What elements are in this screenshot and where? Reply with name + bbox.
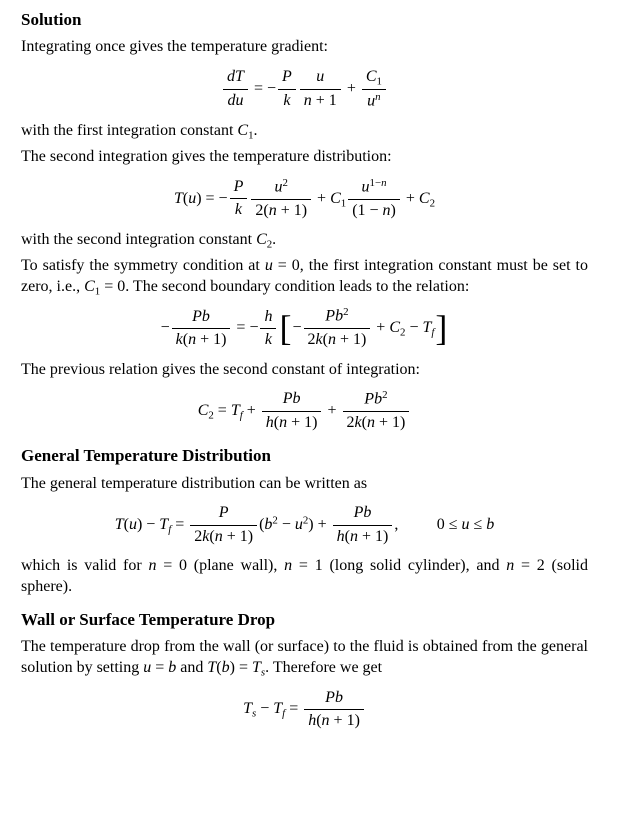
math-run: =	[285, 700, 303, 718]
math-bracket: [	[279, 308, 292, 349]
math-run: (	[182, 189, 189, 207]
math-row	[292, 318, 301, 338]
math-run: 1	[94, 285, 101, 298]
math-denominator	[190, 526, 257, 547]
math-variable: b	[363, 504, 372, 522]
math-variable: k	[354, 413, 362, 431]
math-variable: T	[251, 658, 261, 676]
math-variable: u	[461, 516, 470, 534]
math-superscript	[375, 91, 380, 103]
math-variable: T	[422, 319, 432, 337]
math-variable: n	[349, 527, 358, 545]
math-numerator	[190, 503, 257, 525]
math-variable: n	[506, 557, 515, 575]
math-variable: n	[268, 201, 277, 219]
math-run: −	[405, 319, 423, 337]
math-variable: b	[334, 688, 343, 706]
math-variable: C	[389, 319, 400, 337]
math-superscript	[370, 177, 387, 189]
math-numerator	[230, 177, 248, 199]
math-fraction	[343, 389, 410, 433]
math-variable: f	[282, 707, 286, 720]
math-run: 1	[248, 129, 254, 142]
math-variable: T	[273, 700, 283, 718]
math-run: ,	[394, 516, 399, 534]
math-run: 2	[208, 409, 214, 422]
math-variable: n	[188, 330, 197, 348]
math-numerator	[362, 67, 386, 90]
math-variable: n	[327, 331, 336, 349]
inline-math	[265, 257, 300, 274]
heading-general-temperature-distribution: General Temperature Distribution	[21, 446, 271, 466]
math-run: −	[292, 319, 302, 337]
math-numerator	[333, 503, 393, 525]
math-numerator	[251, 177, 311, 200]
math-run: (	[273, 413, 280, 431]
math-variable: du	[227, 91, 244, 109]
math-row	[243, 699, 302, 719]
math-run: + 1	[311, 91, 337, 109]
math-variable: k	[264, 330, 273, 348]
math-cal-symbol: P	[282, 390, 293, 408]
math-variable: h	[308, 711, 317, 729]
math-variable: b	[486, 516, 495, 534]
math-numerator	[304, 306, 371, 329]
math-fraction	[304, 306, 371, 350]
text-run: To satisfy the symmetry condition at	[21, 257, 265, 275]
math-denominator	[172, 329, 231, 350]
math-variable: n	[214, 527, 223, 545]
math-subscript	[341, 197, 346, 209]
math-run: )	[390, 201, 396, 219]
math-denominator	[348, 200, 400, 221]
math-run: +	[401, 189, 419, 207]
math-denominator	[230, 199, 248, 220]
math-variable: n	[321, 711, 330, 729]
math-numerator	[278, 67, 296, 89]
math-variable: f	[431, 326, 435, 339]
math-run: 2	[307, 331, 316, 349]
math-row	[250, 79, 276, 99]
math-run: =	[213, 402, 231, 420]
text-run: , the first integration constant must be set to zero, i.e.,	[21, 257, 588, 295]
math-run: (	[316, 711, 322, 729]
math-run: = 0	[156, 557, 188, 575]
math-denominator	[278, 90, 296, 111]
math-variable: k	[234, 201, 243, 219]
equation-surface-temperature-drop	[21, 687, 588, 731]
math-variable: n	[148, 557, 157, 575]
math-denominator	[262, 412, 322, 433]
math-fraction	[348, 177, 400, 221]
math-variable: C	[330, 189, 341, 207]
text-run: and	[176, 658, 208, 676]
math-variable: C	[84, 277, 95, 295]
math-fraction	[278, 67, 296, 111]
math-variable: u	[274, 178, 283, 196]
math-numerator	[300, 67, 341, 89]
math-run: 2	[382, 389, 388, 402]
math-fraction	[304, 688, 364, 732]
math-row	[394, 515, 398, 535]
math-denominator	[362, 90, 386, 112]
math-variable: C	[256, 230, 267, 248]
paragraph-second-integration	[21, 147, 588, 167]
equation-temperature-distribution	[21, 177, 588, 221]
math-fraction	[333, 503, 393, 547]
math-fraction	[362, 67, 386, 112]
math-run: 2	[272, 514, 278, 527]
math-variable: u	[143, 658, 152, 676]
math-run: (	[182, 330, 189, 348]
math-variable: f	[239, 409, 243, 422]
math-variable: C	[237, 121, 249, 139]
math-run: −	[160, 319, 170, 337]
math-variable: b	[335, 307, 344, 325]
text-run: The temperature drop from the wall (or surface) to the fluid is obtained from the general solution by setting	[21, 638, 588, 676]
math-denominator	[223, 90, 248, 111]
math-run: −	[256, 700, 274, 718]
math-run: + 1)	[335, 331, 367, 349]
math-numerator	[343, 389, 410, 412]
math-run: ≤	[469, 516, 487, 534]
math-denominator	[251, 200, 311, 221]
math-row	[372, 318, 434, 338]
math-variable: b	[201, 307, 210, 325]
math-variable: n	[279, 413, 288, 431]
math-variable: n	[303, 91, 312, 109]
math-run: = −	[249, 80, 276, 98]
math-denominator	[260, 329, 276, 350]
text-run: . Therefore we get	[265, 658, 383, 676]
math-cal-symbol: P	[233, 177, 244, 195]
math-variable: n	[375, 90, 381, 103]
math-run: + 1)	[287, 413, 318, 431]
math-cal-symbol: P	[282, 68, 292, 86]
math-numerator	[348, 177, 400, 200]
math-denominator	[304, 329, 371, 350]
inline-math	[148, 557, 187, 574]
math-variable: b	[374, 390, 383, 408]
math-superscript	[282, 177, 287, 189]
inline-math	[284, 557, 323, 574]
math-variable: C	[197, 402, 209, 420]
math-cal-symbol: P	[353, 504, 364, 522]
math-run: + 1)	[374, 413, 406, 431]
math-denominator	[333, 526, 393, 547]
math-variable: n	[381, 176, 387, 189]
math-row	[232, 318, 258, 338]
math-numerator	[304, 688, 364, 710]
inline-math	[506, 557, 545, 574]
paragraph-second-constant	[21, 230, 588, 250]
math-variable: b	[168, 658, 177, 676]
math-fraction	[223, 67, 248, 111]
math-variable: u	[188, 189, 197, 207]
math-run: (	[361, 413, 367, 431]
math-variable: k	[283, 91, 291, 109]
inline-math	[207, 658, 266, 679]
paragraph-previous-relation	[21, 360, 588, 380]
math-run: (	[259, 516, 265, 534]
math-variable: b	[221, 658, 230, 676]
math-run: +	[372, 319, 390, 337]
math-fraction	[260, 307, 276, 351]
text-run: .	[253, 121, 258, 139]
math-run: (	[216, 658, 222, 676]
math-row	[161, 318, 170, 338]
math-run: 2	[400, 326, 406, 339]
math-variable: k	[202, 527, 210, 545]
text-run: (solid sphere).	[21, 557, 589, 595]
inline-math	[143, 659, 176, 676]
math-run: +	[323, 402, 341, 420]
math-run: = −	[232, 319, 259, 337]
math-run: +	[342, 80, 360, 98]
math-variable: s	[251, 707, 257, 720]
math-row	[198, 401, 260, 421]
math-bracket: ]	[435, 308, 448, 349]
math-run: 1	[376, 75, 382, 88]
math-variable: n	[366, 413, 375, 431]
math-fraction	[251, 177, 311, 221]
math-denominator	[304, 710, 364, 731]
math-run: +	[242, 402, 260, 420]
math-cal-symbol: P	[325, 307, 336, 325]
math-run: = 0	[100, 277, 126, 295]
equation-general-temperature-distribution	[21, 503, 588, 547]
text-run: .	[272, 230, 277, 248]
math-variable: T	[243, 700, 252, 718]
math-variable: C	[418, 189, 430, 207]
math-row	[259, 515, 331, 535]
math-run: 0 ≤	[436, 516, 462, 534]
math-run: + 1)	[357, 527, 389, 545]
math-superscript	[343, 306, 348, 318]
math-run: + 1)	[222, 527, 254, 545]
text-run: The second integration gives the temperature distribution:	[21, 148, 392, 166]
math-variable: dT	[227, 68, 244, 86]
paragraph-general-distribution-intro	[21, 474, 588, 494]
math-variable: n	[284, 557, 293, 575]
math-fraction	[190, 503, 257, 547]
paragraph-integrating-once	[21, 37, 588, 57]
math-run: 1	[340, 197, 347, 210]
math-row	[174, 189, 228, 209]
math-run: ) =	[229, 658, 252, 676]
math-variable: s	[260, 666, 266, 679]
text-run: Integrating once gives the temperature gradient:	[21, 38, 328, 56]
math-numerator	[260, 307, 276, 329]
math-variable: b	[292, 390, 301, 408]
equation-second-integration-constant	[21, 389, 588, 433]
math-run: (	[344, 527, 350, 545]
math-row	[343, 79, 360, 99]
math-run: 2	[343, 306, 349, 319]
math-row	[313, 189, 346, 209]
math-run: ) +	[308, 516, 331, 534]
math-variable: u	[367, 92, 376, 110]
text-run: with the second integration constant	[21, 230, 257, 248]
text-run: (plane wall),	[187, 557, 285, 575]
paragraph-symmetry-condition	[21, 256, 588, 297]
math-denominator	[300, 90, 341, 111]
math-run: = 0	[272, 257, 300, 275]
math-fraction	[262, 389, 322, 433]
text-run: The general temperature distribution can be written as	[21, 474, 368, 492]
math-subscript	[430, 197, 435, 209]
math-run: (1 −	[352, 201, 383, 219]
math-run: ) = −	[196, 189, 228, 207]
math-variable: T	[114, 516, 124, 534]
math-variable: n	[382, 201, 391, 219]
math-row	[115, 515, 189, 535]
math-variable: h	[264, 307, 273, 325]
inline-math	[237, 121, 254, 142]
math-numerator	[172, 307, 231, 329]
math-variable: u	[128, 516, 137, 534]
math-variable: T	[230, 402, 240, 420]
math-superscript	[382, 389, 387, 401]
math-fraction	[300, 67, 341, 111]
math-subscript	[431, 327, 434, 339]
heading-solution: Solution	[21, 10, 82, 29]
math-variable: k	[175, 330, 183, 348]
text-run: (long solid cylinder), and	[322, 557, 507, 575]
math-run: 2	[282, 176, 288, 189]
math-variable: h	[265, 413, 274, 431]
math-variable: u	[264, 257, 273, 275]
math-fraction	[230, 177, 248, 221]
math-run: 2	[302, 514, 309, 527]
math-variable: k	[315, 331, 323, 349]
math-run: (	[209, 527, 215, 545]
math-run: 2	[346, 413, 355, 431]
math-variable: f	[168, 523, 172, 536]
math-variable: T	[207, 658, 217, 676]
paragraph-validity-cases	[21, 556, 588, 597]
math-variable: u	[316, 68, 325, 86]
text-run: . The second boundary condition leads to the relation:	[125, 277, 470, 295]
math-variable: C	[365, 67, 377, 85]
math-row	[323, 401, 340, 421]
math-run: + 1)	[329, 711, 360, 729]
math-variable: T	[159, 516, 169, 534]
heading-wall-surface-temperature-drop: Wall or Surface Temperature Drop	[21, 610, 276, 630]
math-denominator	[343, 412, 410, 433]
math-run: (	[123, 516, 129, 534]
math-run: =	[171, 516, 189, 534]
math-row	[402, 189, 435, 209]
math-run: (	[322, 331, 328, 349]
math-cal-symbol: P	[325, 688, 335, 706]
inline-math	[84, 277, 126, 298]
math-cal-symbol: P	[192, 307, 202, 325]
text-run: The previous relation gives the second constant of integration:	[21, 360, 420, 378]
math-fraction	[172, 307, 231, 351]
math-variable: u	[361, 178, 370, 196]
math-run: ) −	[136, 516, 160, 534]
math-run: = 2	[514, 557, 545, 575]
math-run: −	[277, 516, 295, 534]
paragraph-temperature-drop-intro	[21, 637, 588, 678]
math-run: + 1)	[196, 330, 227, 348]
equation-boundary-relation	[21, 306, 588, 350]
equation-temperature-gradient	[21, 67, 588, 112]
math-run: 2	[194, 527, 203, 545]
math-run: 1−	[369, 176, 382, 189]
math-numerator	[262, 389, 322, 411]
math-run: +	[313, 189, 331, 207]
math-run: 2	[266, 238, 273, 251]
math-variable: b	[264, 516, 273, 534]
math-cal-symbol: P	[218, 504, 229, 522]
math-run: =	[151, 658, 169, 676]
math-run: = 1	[292, 557, 323, 575]
text-run: which is valid for	[21, 557, 149, 575]
math-variable: h	[336, 527, 345, 545]
text-run: with the first integration constant	[21, 121, 238, 139]
math-run: + 1)	[276, 201, 308, 219]
math-variable: T	[173, 189, 183, 207]
math-run: 2	[429, 197, 436, 210]
inline-math	[256, 230, 273, 251]
math-numerator	[223, 67, 248, 89]
math-subscript	[377, 75, 382, 87]
math-run: 2(	[255, 201, 269, 219]
math-row	[437, 515, 495, 535]
math-cal-symbol: P	[364, 390, 375, 408]
math-variable: u	[294, 516, 303, 534]
paragraph-first-constant	[21, 121, 588, 141]
